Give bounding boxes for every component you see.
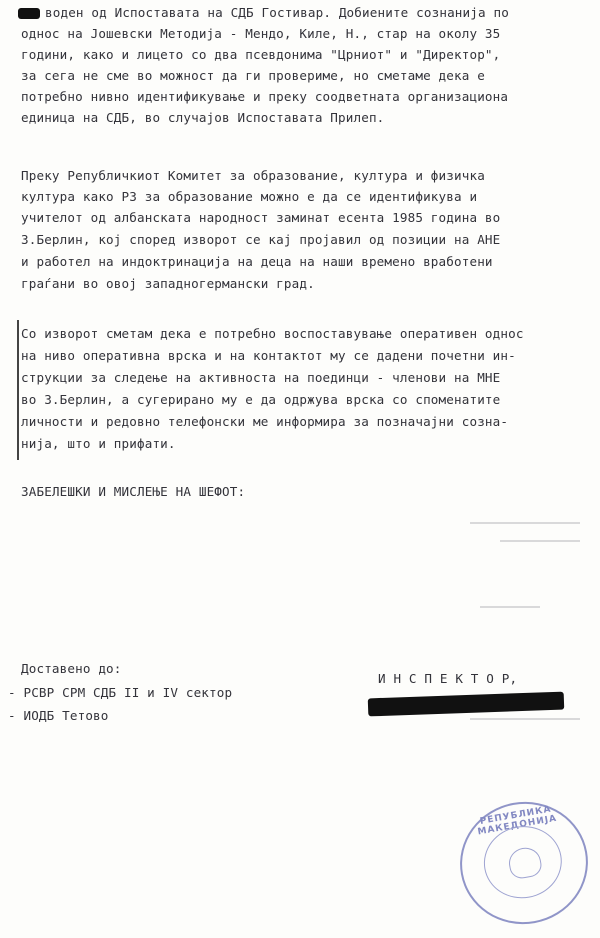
paragraph-line: З.Берлин, кој според изворот се кај пројавил од позиции на АНЕ xyxy=(21,232,501,247)
margin-bracket xyxy=(17,320,19,460)
paragraph-line: граѓани во овој западногермански град. xyxy=(21,276,315,291)
scan-artifact xyxy=(470,718,580,720)
paragraph-line: на ниво оперативна врска и на контактот му се дадени почетни ин- xyxy=(21,348,516,363)
paragraph-line: во З.Берлин, а сугерирано му е да одржува врска со споменатите xyxy=(21,392,501,407)
delivered-heading: Доставено до: xyxy=(21,661,122,676)
paragraph-line: Со изворот сметам дека е потребно воспоставување оперативен однос xyxy=(21,326,524,341)
signature-title: И Н С П Е К Т О Р, xyxy=(378,671,518,686)
notes-heading: ЗАБЕЛЕШКИ И МИСЛЕЊЕ НА ШЕФОТ: xyxy=(21,484,246,499)
paragraph-line: потребно нивно идентификување и преку соодветната организациона xyxy=(21,89,509,104)
paragraph-line: однос на Јошевски Методија - Мендо, Киле, Н., стар на околу 35 xyxy=(21,26,501,41)
paragraph-line: нија, што и прифати. xyxy=(21,436,176,451)
delivered-item: - РСВР СРМ СДБ II и IV сектор xyxy=(8,685,233,700)
scan-artifact xyxy=(480,606,540,608)
paragraph-line: личности и редовно телефонски ме информира за позначајни созна- xyxy=(21,414,509,429)
scan-artifact xyxy=(470,522,580,524)
paragraph-line: за сега не сме во можност да ги провериме, но сметаме дека е xyxy=(21,68,485,83)
official-stamp xyxy=(450,792,597,934)
paragraph-line: единица на СДБ, во случајов Испоставата Прилеп. xyxy=(21,110,385,125)
paragraph-line: Преку Републичкиот Комитет за образование, култура и физичка xyxy=(21,168,485,183)
redaction-bar xyxy=(368,692,565,717)
redaction-bar xyxy=(18,8,40,19)
stamp-text: РЕПУБЛИКА МАКЕДОНИЈА xyxy=(476,804,558,838)
paragraph-line: учителот од албанската народност заминат есента 1985 година во xyxy=(21,210,501,225)
delivered-item: - ИОДБ Тетово xyxy=(8,708,109,723)
paragraph-line: воден од Испоставата на СДБ Гостивар. Добиените сознанија по xyxy=(45,5,509,20)
paragraph-line: струкции за следење на активноста на поединци - членови на МНЕ xyxy=(21,370,501,385)
scan-artifact xyxy=(500,540,580,542)
paragraph-line: култура како РЗ за образование можно е да се идентификува и xyxy=(21,189,478,204)
paragraph-line: и работел на индоктринација на деца на наши времено вработени xyxy=(21,254,493,269)
paragraph-line: години, како и лицето со два псевдонима "Црниот" и "Директор", xyxy=(21,47,501,62)
